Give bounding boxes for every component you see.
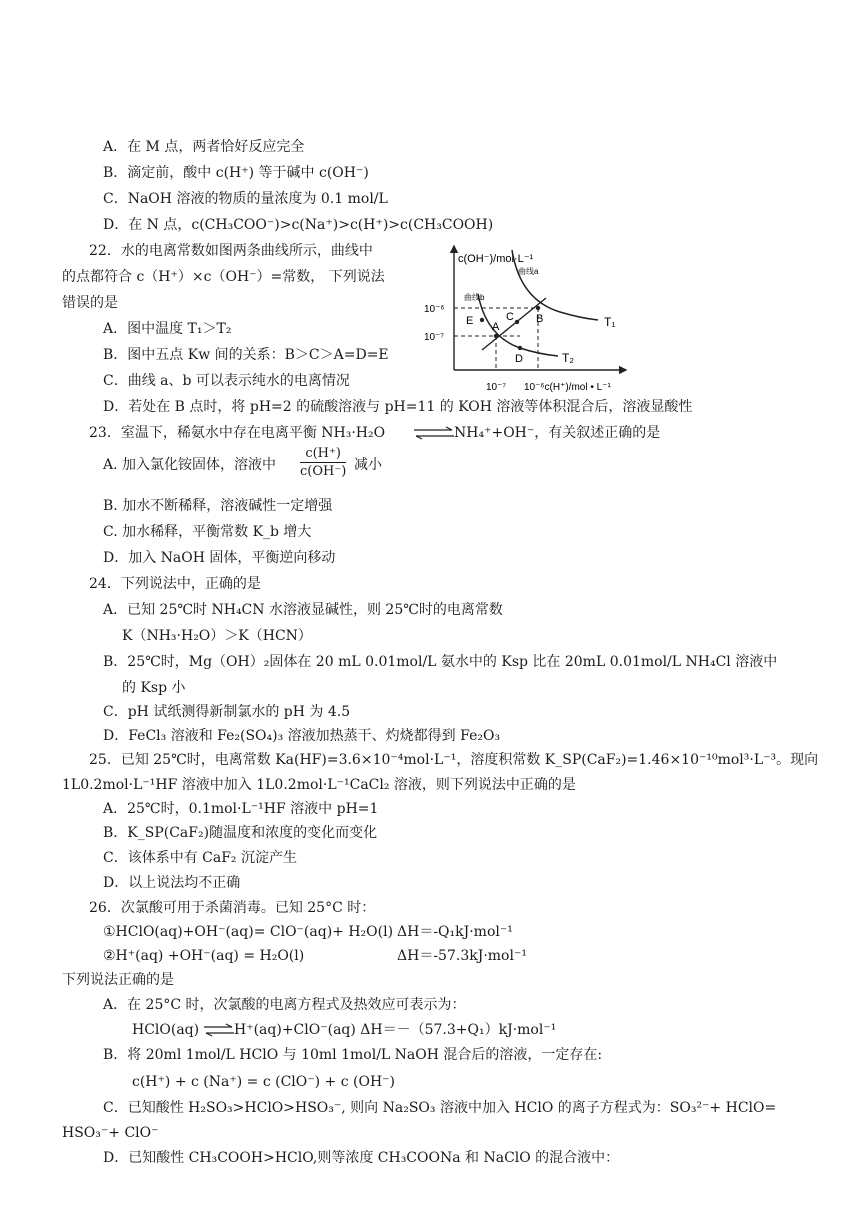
q21-option-c: C．NaOH 溶液的物质的量浓度为 0.1 mol/L <box>103 191 388 207</box>
q25-option-b: B．K_SP(CaF₂)随温度和浓度的变化而变化 <box>103 825 378 841</box>
point-e-label: E <box>466 315 474 327</box>
y-tick-high: 10⁻⁶ <box>424 304 445 315</box>
water-ionization-figure <box>420 240 660 400</box>
q26-stem: 26．次氯酸可用于杀菌消毒。已知 25°C 时： <box>89 900 376 916</box>
point-a-label: A <box>492 321 500 333</box>
q22-option-d: D．若处在 B 点时，将 pH=2 的硫酸溶液与 pH=11 的 KOH 溶液等体积混合后，溶液显酸性 <box>103 399 693 415</box>
q26-equation-2-dh: ΔH＝-57.3kJ·mol⁻¹ <box>397 948 527 964</box>
point-c <box>515 320 519 324</box>
curve-b-label: 曲线b <box>464 293 485 302</box>
q25-option-a: A．25℃时，0.1mol·L⁻¹HF 溶液中 pH=1 <box>103 801 379 817</box>
t1-label: T₁ <box>604 315 616 329</box>
q24-option-b-2: 的 Ksp 小 <box>122 680 186 696</box>
q24-stem: 24．下列说法中，正确的是 <box>89 576 261 592</box>
y-tick-low: 10⁻⁷ <box>424 332 445 343</box>
point-b <box>536 306 540 310</box>
curve-a-label: 曲线a <box>518 267 539 276</box>
x-tick-low: 10⁻⁷ <box>486 382 507 393</box>
q22-stem-3: 错误的是 <box>62 295 118 311</box>
q21-option-d: D．在 N 点，c(CH₃COO⁻)>c(Na⁺)>c(H⁺)>c(CH₃COOH) <box>103 217 494 233</box>
q22-stem-1: 22．水的电离常数如图两条曲线所示，曲线中 <box>89 243 373 259</box>
t2-label: T₂ <box>562 351 574 365</box>
q22-stem-2: 的点都符合 c（H⁺）×c（OH⁻）=常数， 下列说法 <box>62 269 385 285</box>
q24-option-b-1: B．25℃时，Mg（OH）₂固体在 20 mL 0.01mol/L 氨水中的 Ksp 比在 20mL 0.01mol/L NH₄Cl 溶液中 <box>103 654 778 670</box>
x-tick-high-label: 10⁻⁶c(H⁺)/mol • L⁻¹ <box>524 382 611 393</box>
q23-option-a-prefix: A. 加入氯化铵固体，溶液中 <box>103 457 277 473</box>
point-e <box>480 318 484 322</box>
q26-option-d: D．已知酸性 CH₃COOH>HClO,则等浓度 CH₃COONa 和 NaClO 的混合液中： <box>103 1150 620 1166</box>
q26-option-b-1: B．将 20ml 1mol/L HClO 与 10ml 1mol/L NaOH 混合后的溶液，一定存在: <box>103 1047 603 1063</box>
q25-option-d: D．以上说法均不正确 <box>103 875 241 891</box>
point-c-label: C <box>506 311 514 323</box>
q26-option-a-2-left: HClO(aq) <box>132 1022 200 1038</box>
point-d-label: D <box>515 353 523 365</box>
q26-option-c-2: HSO₃⁻+ ClO⁻ <box>62 1125 159 1141</box>
point-a <box>494 334 498 338</box>
equilibrium-arrow-icon <box>412 426 456 440</box>
q26-option-b-2: c(H⁺) + c (Na⁺) = c (ClO⁻) + c (OH⁻) <box>132 1074 396 1090</box>
q22-option-c: C．曲线 a、b 可以表示纯水的电离情况 <box>103 373 350 389</box>
q26-equation-1-dh: ΔH＝-Q₁kJ·mol⁻¹ <box>397 924 513 940</box>
q23-option-a-fraction <box>300 446 346 479</box>
point-d <box>518 346 522 350</box>
q23-option-c: C. 加水稀释，平衡常数 K_b 增大 <box>103 524 312 540</box>
point-b-label: B <box>536 313 544 325</box>
q24-option-a-2: K（NH₃·H₂O）＞K（HCN） <box>122 628 312 644</box>
q26-question: 下列说法正确的是 <box>62 972 174 988</box>
q26-option-c-1: C．已知酸性 H₂SO₃>HClO>HSO₃⁻, 则向 Na₂SO₃ 溶液中加入 HClO 的离子方程式为：SO₃²⁻+ HClO= <box>103 1100 777 1116</box>
q23-option-d: D．加入 NaOH 固体，平衡逆向移动 <box>103 550 336 566</box>
fraction-numerator: c(H⁺) <box>300 446 346 463</box>
q22-option-a: A．图中温度 T₁＞T₂ <box>103 321 232 337</box>
q23-stem-right: NH₄⁺+OH⁻，有关叙述正确的是 <box>454 425 661 441</box>
q23-stem-left: 23．室温下，稀氨水中存在电离平衡 NH₃·H₂O <box>89 425 386 441</box>
q25-stem-2: 1L0.2mol·L⁻¹HF 溶液中加入 1L0.2mol·L⁻¹CaCl₂ 溶液，则下列说法中正确的是 <box>62 777 576 793</box>
q22-option-b: B．图中五点 Kw 间的关系：B＞C＞A=D=E <box>103 347 389 363</box>
q23-option-b: B. 加水不断稀释，溶液碱性一定增强 <box>103 498 333 514</box>
q26-option-a-1: A．在 25°C 时，次氯酸的电离方程式及热效应可表示为： <box>103 997 466 1013</box>
q25-option-c: C．该体系中有 CaF₂ 沉淀产生 <box>103 850 297 866</box>
q23-option-a-suffix: 减小 <box>354 457 382 473</box>
y-axis-label: c(OH⁻)/mol·L⁻¹ <box>458 253 534 265</box>
q25-stem-1: 25．已知 25℃时，电离常数 Ka(HF)=3.6×10⁻⁴mol·L⁻¹，溶度积常数 K_SP(CaF₂)=1.46×10⁻¹⁰mol³·L⁻³。现向 <box>89 752 819 768</box>
q26-equation-2: ②H⁺(aq) +OH⁻(aq) = H₂O(l) <box>103 948 305 964</box>
q26-option-a-2-right: H⁺(aq)+ClO⁻(aq) ΔH＝－（57.3+Q₁）kJ·mol⁻¹ <box>234 1022 557 1038</box>
curve-t2 <box>478 294 558 356</box>
q24-option-c: C．pH 试纸测得新制氯水的 pH 为 4.5 <box>103 704 351 720</box>
fraction-denominator: c(OH⁻) <box>300 464 347 479</box>
q26-equation-1: ①HClO(aq)+OH⁻(aq)= ClO⁻(aq)+ H₂O(l) <box>103 924 394 940</box>
q24-option-a-1: A．已知 25℃时 NH₄CN 水溶液显碱性，则 25℃时的电离常数 <box>103 602 503 618</box>
q21-option-a: A．在 M 点，两者恰好反应完全 <box>103 139 305 155</box>
q21-option-b: B．滴定前，酸中 c(H⁺) 等于碱中 c(OH⁻) <box>103 165 369 181</box>
q24-option-d: D．FeCl₃ 溶液和 Fe₂(SO₄)₃ 溶液加热蒸干、灼烧都得到 Fe₂O₃ <box>103 728 501 744</box>
equilibrium-arrow-icon <box>202 1023 236 1037</box>
